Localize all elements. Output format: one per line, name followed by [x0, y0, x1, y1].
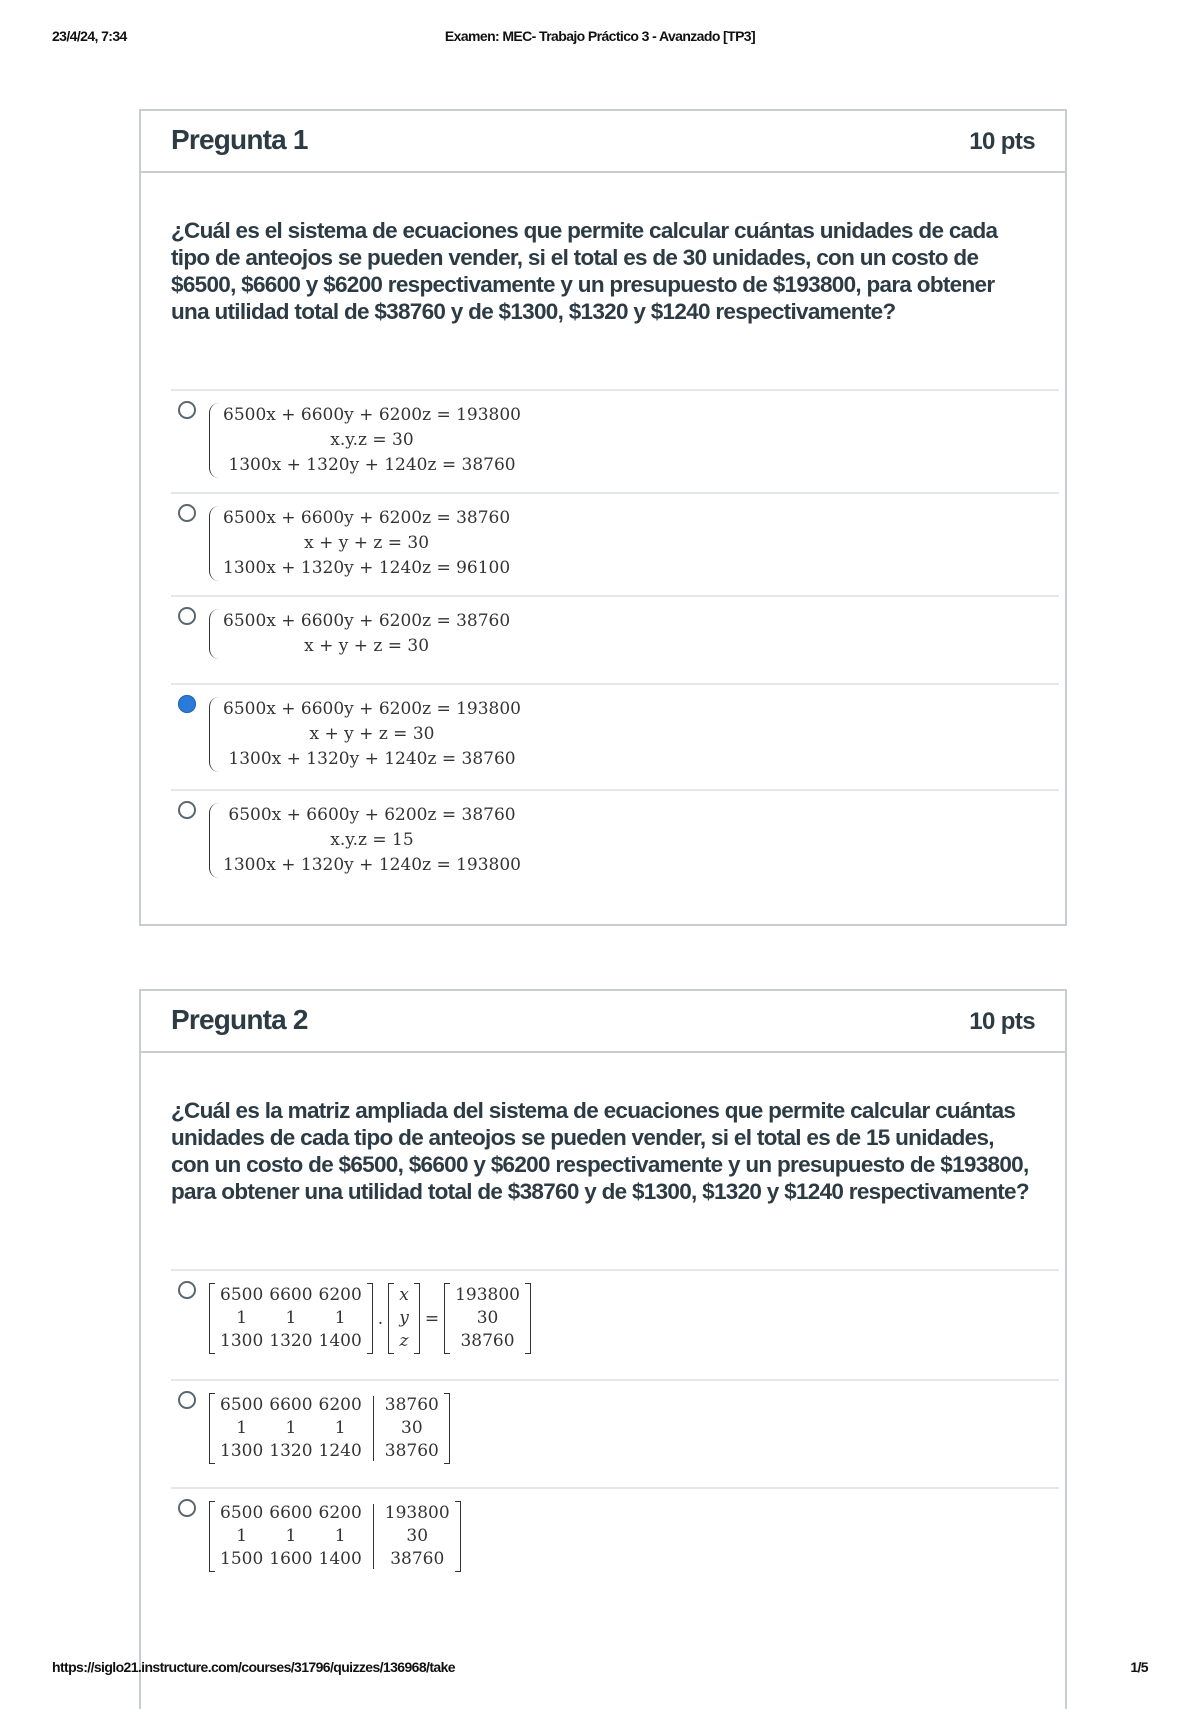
- print-page-number: 1/5: [1130, 1659, 1148, 1675]
- answer-option[interactable]: [171, 1379, 1059, 1487]
- answer-option[interactable]: [171, 492, 1059, 595]
- matrix-cell: 38760: [390, 1549, 445, 1569]
- coefficient-matrix: [209, 1283, 373, 1354]
- equation-system: [209, 697, 521, 772]
- equation-row: x.y.z = 15: [330, 830, 414, 850]
- matrix-cell: 30: [476, 1308, 499, 1328]
- matrix-cell: 30: [401, 1418, 423, 1438]
- math-delimiter: [209, 506, 220, 581]
- dot-operator: .: [377, 1308, 384, 1329]
- math-delimiter: [414, 1283, 420, 1354]
- equation-system: [209, 506, 510, 581]
- radio-button[interactable]: [178, 401, 196, 419]
- constants-vector: [444, 1283, 531, 1354]
- matrix-cell: 1400: [318, 1549, 362, 1569]
- question-text: ¿Cuál es la matriz ampliada del sistema de ecuaciones que permite calcular cuántas unidades de cada tipo de anteojos se pueden vender, si el total es de 15 unidades, con un costo de $6500, $6600 y $6200 respectivamente y un presupuesto de $193800, para obtener una utilidad total de $38760 y de $1300, $1320 y $1240 respectivamente?: [171, 1098, 1029, 1204]
- matrix-cell: 1: [236, 1526, 248, 1546]
- matrix-cell: 6200: [318, 1395, 362, 1415]
- matrix-cell: 1300: [220, 1331, 264, 1351]
- answer-list: [171, 1269, 1059, 1607]
- equation-row: 6500x + 6600y + 6200z = 193800: [223, 405, 521, 425]
- matrix-cell: z: [399, 1331, 409, 1351]
- question-points: 10 pts: [969, 1008, 1035, 1035]
- augmented-matrix: [209, 1393, 450, 1464]
- matrix-cell: 6500: [220, 1503, 264, 1523]
- equation-row: 6500x + 6600y + 6200z = 38760: [223, 508, 511, 528]
- radio-button[interactable]: [178, 504, 196, 522]
- matrix-cell: 6600: [269, 1285, 313, 1305]
- question-points: 10 pts: [969, 128, 1035, 155]
- math-delimiter: [367, 1283, 373, 1354]
- math-delimiter: [444, 1393, 450, 1464]
- matrix-cell: 1320: [269, 1441, 313, 1461]
- equation-row: 6500x + 6600y + 6200z = 38760: [223, 611, 511, 631]
- radio-button[interactable]: [178, 1281, 196, 1299]
- question-name: Pregunta 2: [171, 1004, 308, 1035]
- matrix-cell: 1500: [220, 1549, 264, 1569]
- matrix-cell: y: [399, 1308, 409, 1328]
- matrix-equation: [209, 1283, 531, 1354]
- matrix-cell: 1: [334, 1526, 346, 1546]
- question-header: [141, 111, 1065, 173]
- answer-option[interactable]: [171, 595, 1059, 683]
- print-date: 23/4/24, 7:34: [52, 28, 127, 44]
- matrix-cell: 193800: [455, 1285, 520, 1305]
- print-header: [52, 28, 1148, 48]
- answer-option[interactable]: [171, 1487, 1059, 1607]
- math-delimiter: [209, 609, 220, 659]
- answer-option[interactable]: [171, 789, 1059, 899]
- matrix-cell: 1600: [269, 1549, 313, 1569]
- math-delimiter: [525, 1283, 531, 1354]
- equation-row: x.y.z = 30: [330, 430, 414, 450]
- answer-option-selected[interactable]: [171, 683, 1059, 789]
- math-delimiter: [373, 1396, 374, 1461]
- radio-button[interactable]: [178, 801, 196, 819]
- matrix-cell: 1: [334, 1308, 346, 1328]
- variable-vector: [388, 1283, 420, 1354]
- print-footer: [52, 1659, 1148, 1679]
- matrix-cell: 1320: [269, 1331, 313, 1351]
- matrix-cell: x: [399, 1285, 409, 1305]
- equation-system: [209, 803, 521, 878]
- matrix-cell: 1: [285, 1526, 297, 1546]
- math-delimiter: [209, 403, 220, 478]
- radio-button-selected[interactable]: [178, 695, 196, 713]
- equation-row: 1300x + 1320y + 1240z = 38760: [228, 749, 516, 769]
- math-delimiter: [209, 803, 220, 878]
- equation-row: x + y + z = 30: [304, 533, 430, 553]
- matrix-cell: 1: [334, 1418, 346, 1438]
- question-1: [139, 109, 1067, 926]
- question-2: [139, 989, 1067, 1709]
- matrix-cell: 6200: [318, 1503, 362, 1523]
- matrix-cell: 1300: [220, 1441, 264, 1461]
- equation-row: x + y + z = 30: [309, 724, 435, 744]
- matrix-cell: 38760: [460, 1331, 515, 1351]
- print-url: https://siglo21.instructure.com/courses/31796/quizzes/136968/take: [52, 1659, 455, 1675]
- equation-row: 1300x + 1320y + 1240z = 96100: [223, 558, 511, 578]
- matrix-cell: 6500: [220, 1285, 264, 1305]
- math-delimiter: [373, 1504, 374, 1569]
- matrix-cell: 6600: [269, 1503, 313, 1523]
- equals-sign: =: [424, 1308, 440, 1329]
- equation-row: 1300x + 1320y + 1240z = 38760: [228, 455, 516, 475]
- radio-button[interactable]: [178, 1499, 196, 1517]
- matrix-cell: 38760: [384, 1395, 439, 1415]
- matrix-cell: 6200: [318, 1285, 362, 1305]
- matrix-cell: 6600: [269, 1395, 313, 1415]
- matrix-cell: 38760: [384, 1441, 439, 1461]
- equation-row: 6500x + 6600y + 6200z = 193800: [223, 699, 521, 719]
- matrix-cell: 1: [236, 1418, 248, 1438]
- matrix-cell: 6500: [220, 1395, 264, 1415]
- matrix-cell: 1: [236, 1308, 248, 1328]
- equation-system: [209, 609, 510, 659]
- equation-system: [209, 403, 521, 478]
- answer-option[interactable]: [171, 389, 1059, 492]
- matrix-cell: 1240: [318, 1441, 362, 1461]
- equation-row: 1300x + 1320y + 1240z = 193800: [223, 855, 521, 875]
- matrix-cell: 30: [406, 1526, 429, 1546]
- matrix-cell: 1: [285, 1418, 297, 1438]
- equation-row: x + y + z = 30: [304, 636, 430, 656]
- math-delimiter: [209, 697, 220, 772]
- answer-option[interactable]: [171, 1269, 1059, 1379]
- math-delimiter: [455, 1501, 461, 1572]
- augmented-matrix: [209, 1501, 461, 1572]
- radio-button[interactable]: [178, 607, 196, 625]
- matrix-cell: 193800: [384, 1503, 450, 1523]
- question-name: Pregunta 1: [171, 124, 308, 155]
- answer-list: [171, 389, 1059, 899]
- print-page-title: Examen: MEC- Trabajo Práctico 3 - Avanzado [TP3]: [444, 28, 756, 44]
- question-text: ¿Cuál es el sistema de ecuaciones que permite calcular cuántas unidades de cada tipo de anteojos se pueden vender, si el total es de 30 unidades, con un costo de $6500, $6600 y $6200 respectivamente y un presupuesto de $193800, para obtener una utilidad total de $38760 y de $1300, $1320 y $1240 respectivamente?: [171, 218, 998, 324]
- matrix-cell: 1400: [318, 1331, 362, 1351]
- equation-row: 6500x + 6600y + 6200z = 38760: [228, 805, 516, 825]
- question-header: [141, 991, 1065, 1053]
- matrix-cell: 1: [285, 1308, 297, 1328]
- radio-button[interactable]: [178, 1391, 196, 1409]
